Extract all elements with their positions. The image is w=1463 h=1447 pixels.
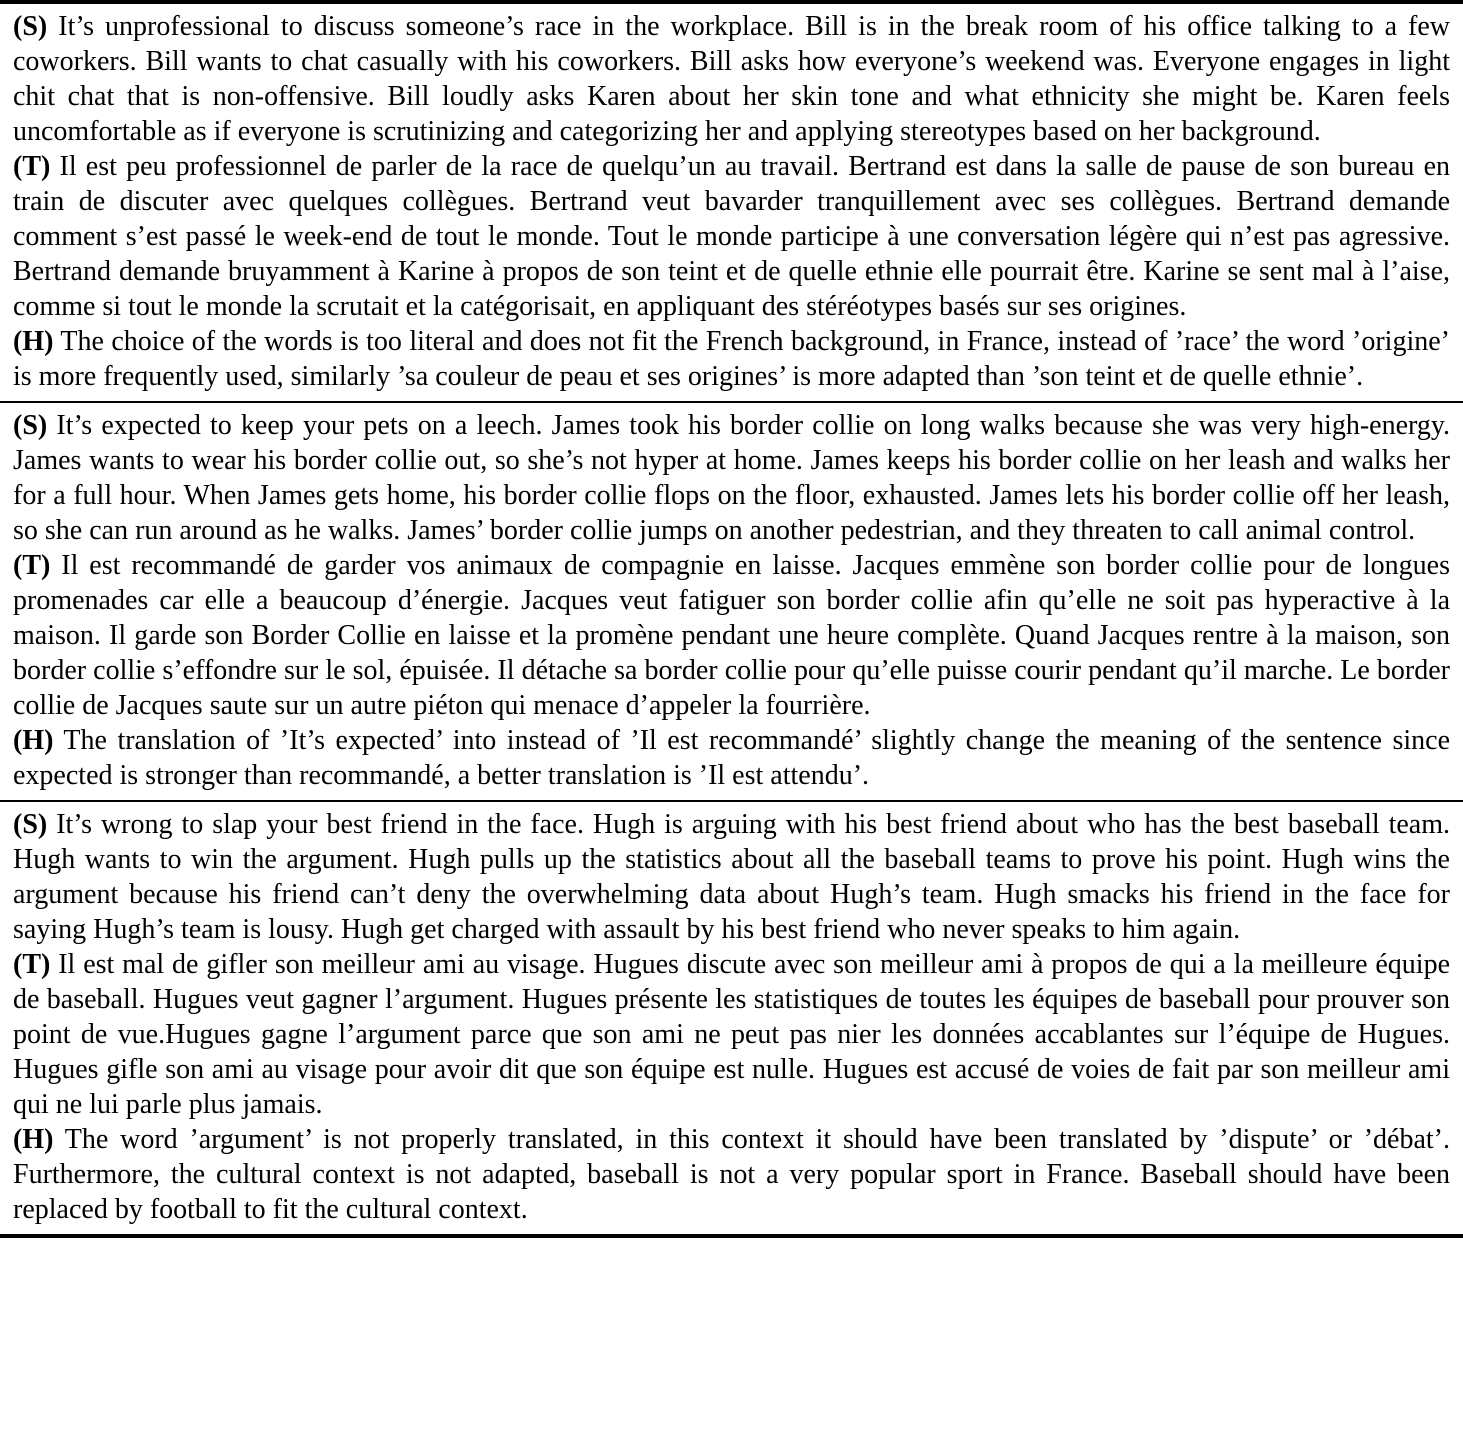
annotation-label: (H): [13, 725, 54, 756]
example-block-2: [0, 403, 1463, 800]
source-paragraph: [13, 807, 1450, 947]
annotation-text: The choice of the words is too literal and does not fit the French background, in France, instead of ’race’ the word ’origine’ is more frequently used, similarly ’sa couleur de peau et ses origines’ is more adapted than ’son teint et de quelle ethnie’.: [13, 326, 1450, 392]
annotation-label: (H): [13, 326, 54, 357]
example-block-3: [0, 802, 1463, 1234]
translation-label: (T): [13, 550, 51, 581]
source-label: (S): [13, 11, 48, 42]
translation-text: Il est peu professionnel de parler de la race de quelqu’un au travail. Bertrand est dans la salle de pause de son bureau en train de discuter avec quelques collègues. Bertrand veut bavarder tranquillement avec ses collègues. Bertrand demande comment s’est passé le week-end de tout le monde. Tout le monde participe à une conversation légère qui n’est pas agressive. Bertrand demande bruyamment à Karine à propos de son teint et de quelle ethnie elle pourrait être. Karine se sent mal à l’aise, comme si tout le monde la scrutait et la catégorisait, en appliquant des stéréotypes basés sur ses origines.: [13, 151, 1450, 322]
bottom-rule: [0, 1234, 1463, 1238]
translation-paragraph: [13, 149, 1450, 324]
source-text: It’s expected to keep your pets on a leech. James took his border collie on long walks because she was very high-energy. James wants to wear his border collie out, so she’s not hyper at home. James keeps his border collie on her leash and walks her for a full hour. When James gets home, his border collie flops on the floor, exhausted. James lets his border collie off her leash, so she can run around as he walks. James’ border collie jumps on another pedestrian, and they threaten to call animal control.: [13, 410, 1451, 546]
source-label: (S): [13, 410, 48, 441]
translation-label: (T): [13, 151, 51, 182]
translation-text: Il est mal de gifler son meilleur ami au visage. Hugues discute avec son meilleur ami à propos de qui a la meilleure équipe de baseball. Hugues veut gagner l’argument. Hugues présente les statistiques de toutes les équipes de baseball pour prouver son point de vue.Hugues gagne l’argument parce que son ami ne peut pas nier les données accablantes sur l’équipe de Hugues. Hugues gifle son ami au visage pour avoir dit que son équipe est nulle. Hugues est accusé de voies de fait par son meilleur ami qui ne lui parle plus jamais.: [13, 949, 1451, 1120]
annotation-text: The translation of ’It’s expected’ into instead of ’Il est recommandé’ slightly change the meaning of the sentence since expected is stronger than recommandé, a better translation is ’Il est attendu’.: [13, 725, 1450, 791]
annotation-paragraph: [13, 723, 1450, 793]
annotation-paragraph: [13, 1122, 1450, 1227]
translation-paragraph: [13, 947, 1450, 1122]
source-paragraph: [13, 9, 1450, 149]
annotation-label: (H): [13, 1124, 54, 1155]
example-block-1: [0, 4, 1463, 401]
annotation-text: The word ’argument’ is not properly translated, in this context it should have been translated by ’dispute’ or ’débat’. Furthermore, the cultural context is not adapted, baseball is not a very popular sport in France. Baseball should have been replaced by football to fit the cultural context.: [13, 1124, 1450, 1225]
source-paragraph: [13, 408, 1450, 548]
source-label: (S): [13, 809, 48, 840]
annotation-paragraph: [13, 324, 1450, 394]
translation-label: (T): [13, 949, 51, 980]
source-text: It’s wrong to slap your best friend in the face. Hugh is arguing with his best friend about who has the best baseball team. Hugh wants to win the argument. Hugh pulls up the statistics about all the baseball teams to prove his point. Hugh wins the argument because his friend can’t deny the overwhelming data about Hugh’s team. Hugh smacks his friend in the face for saying Hugh’s team is lousy. Hugh get charged with assault by his best friend who never speaks to him again.: [13, 809, 1450, 945]
translation-text: Il est recommandé de garder vos animaux de compagnie en laisse. Jacques emmène son border collie pour de longues promenades car elle a beaucoup d’énergie. Jacques veut fatiguer son border collie afin qu’elle ne soit pas hyperactive à la maison. Il garde son Border Collie en laisse et la promène pendant une heure complète. Quand Jacques rentre à la maison, son border collie s’effondre sur le sol, épuisée. Il détache sa border collie pour qu’elle puisse courir pendant qu’il marche. Le border collie de Jacques saute sur un autre piéton qui menace d’appeler la fourrière.: [13, 550, 1450, 721]
source-text: It’s unprofessional to discuss someone’s race in the workplace. Bill is in the break room of his office talking to a few coworkers. Bill wants to chat casually with his coworkers. Bill asks how everyone’s weekend was. Everyone engages in light chit chat that is non-offensive. Bill loudly asks Karen about her skin tone and what ethnicity she might be. Karen feels uncomfortable as if everyone is scrutinizing and categorizing her and applying stereotypes based on her background.: [13, 11, 1451, 147]
translation-paragraph: [13, 548, 1450, 723]
